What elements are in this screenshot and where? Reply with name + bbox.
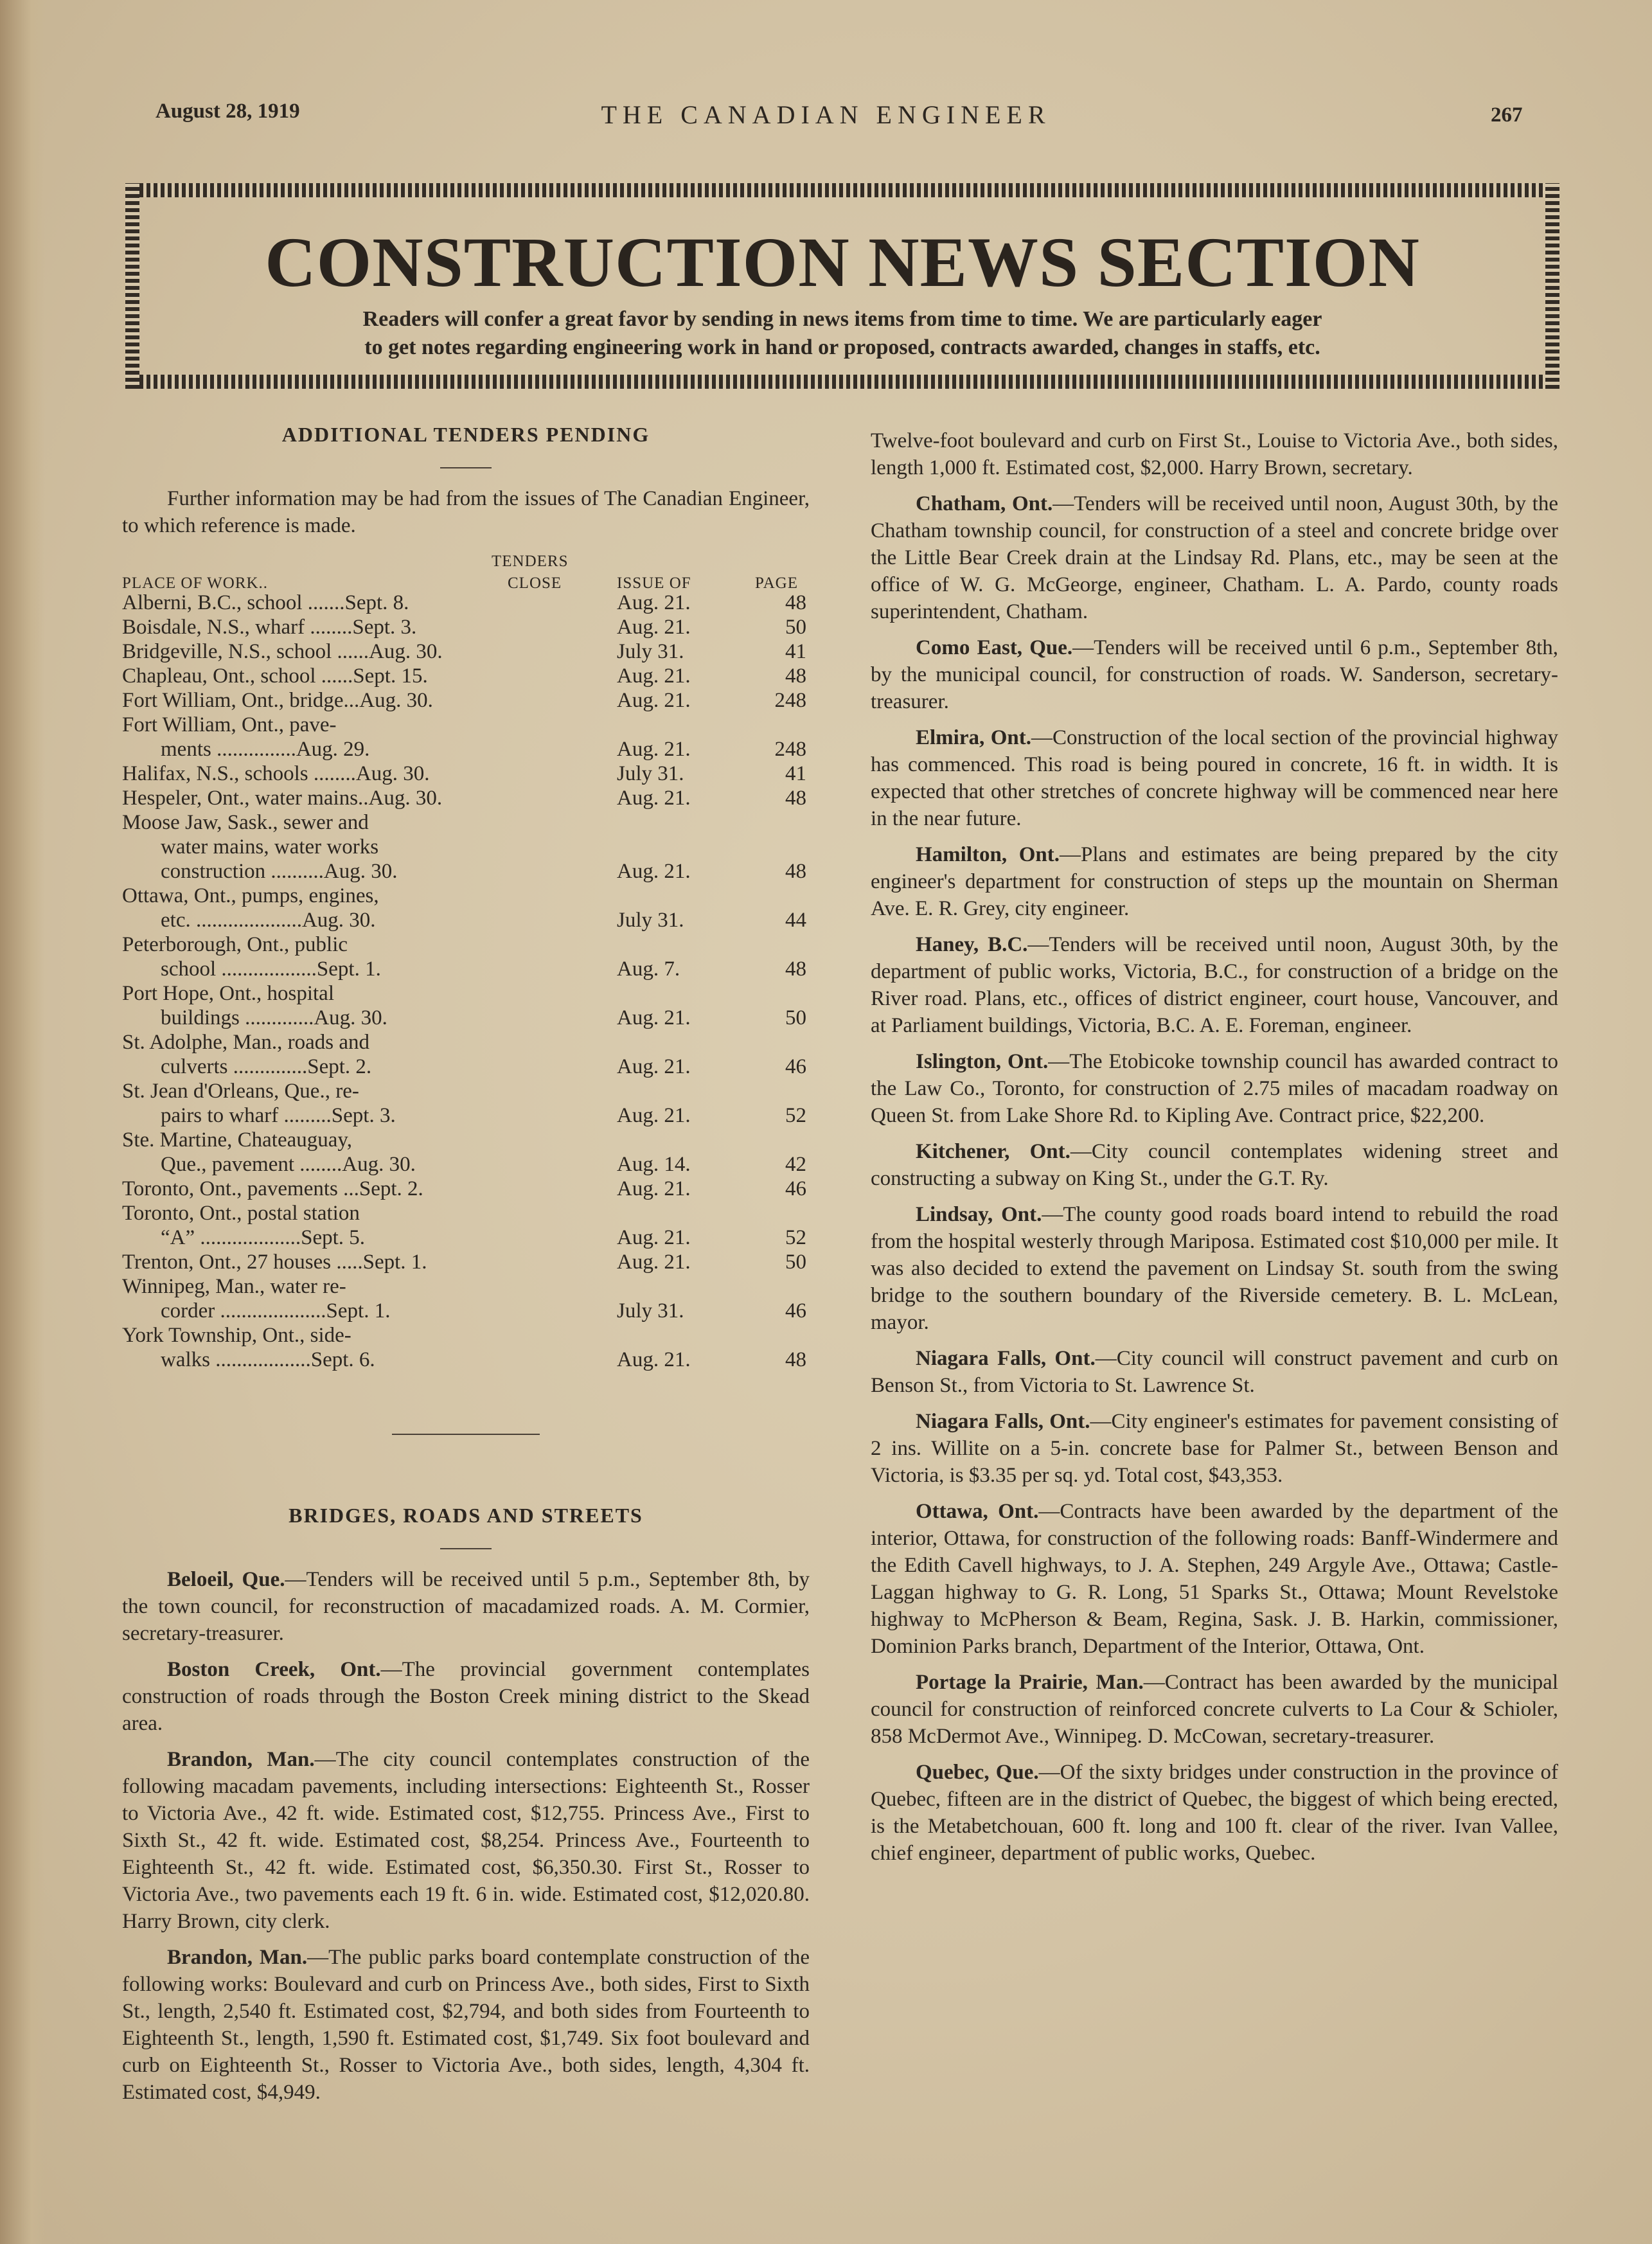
news-item-place: Islington, Ont. [916,1050,1049,1073]
tender-place-line: Que., pavement ........Aug. 30. [161,1153,416,1176]
news-item [122,1566,810,1647]
divider [440,467,492,468]
news-item-text: —Construction of the local section of the provincial highway has commenced. This road is being poured in concrete, 16 ft. in width. It is expected that other stretches of concrete highway will be commenced near here in the near future. [871,726,1558,830]
running-header [0,100,1652,138]
news-item-text: —Tenders will be received until noon, August 30th, by the Chatham township council, for construction of a steel and concrete bridge over the Little Bear Creek drain at the Lindsay Rd. Plans, etc., may be seen at the office of W. G. McGeorge, engineer, Chatham. L. A. Pardo, county roads superintendent, Chatham. [871,492,1558,623]
news-item-text: —Tenders will be received until 6 p.m., September 8th, by the municipal council, for construction of roads. W. Sanderson, secretary-treasurer. [871,636,1558,713]
news-item-place: Brandon, Man. [167,1946,308,1969]
table-row [122,713,810,761]
tender-place [122,615,594,639]
tender-place-line: Fort William, Ont., bridge...Aug. 30. [122,689,433,712]
tender-page: 48 [785,860,806,883]
tender-page: 48 [785,591,806,614]
table-row [122,1079,810,1128]
tender-place [122,591,594,615]
tender-page: 248 [774,689,806,712]
table-row [122,639,810,664]
tender-page: 46 [785,1055,806,1078]
tender-place-line: corder ....................Sept. 1. [161,1299,391,1322]
news-item-text: —Contract has been awarded by the municipal council for construction of reinforced concrete culverts to La Cour & Schioler, 858 McDermot Ave., Winnipeg. D. McCowan, secretary-treasurer. [871,1671,1559,1748]
tender-place-line: York Township, Ont., side- [122,1324,351,1347]
news-item [871,634,1558,715]
news-item-text: —The Etobicoke township council has awarded contract to the Law Co., Toronto, for construction of 2.75 miles of macadam roadway on Queen St. from Lake Shore Rd. to Kipling Ave. Contract price, $22,200. [871,1050,1559,1127]
tenders-table-body [122,591,810,1372]
tender-place [122,1250,594,1274]
banner-subtitle-line: to get notes regarding engineering work in hand or proposed, contracts awarded, changes in staffs, etc. [364,335,1320,359]
tender-issue: July 31. [617,909,684,932]
tender-place-line: water mains, water works [161,835,379,859]
news-item [871,1408,1558,1489]
news-item [871,490,1558,625]
tenders-table [122,553,810,1372]
tender-place-line: ments ...............Aug. 29. [161,738,370,761]
tender-place-line: Toronto, Ont., pavements ...Sept. 2. [122,1177,423,1200]
bridges-heading: BRIDGES, ROADS AND STREETS [289,1504,643,1527]
news-item-place: Haney, B.C. [916,933,1028,956]
tender-place-line: buildings .............Aug. 30. [161,1006,387,1029]
tenders-heading: ADDITIONAL TENDERS PENDING [281,423,650,446]
tender-place [122,884,594,932]
table-row [122,786,810,810]
news-item-place: Lindsay, Ont. [916,1203,1042,1226]
tender-page: 48 [785,1348,806,1371]
banner-title: CONSTRUCTION NEWS SECTION [265,223,1420,301]
table-row [122,1030,810,1079]
tender-place [122,688,594,713]
tender-issue: July 31. [617,1299,684,1322]
tender-page: 48 [785,957,806,981]
news-item [871,931,1558,1039]
tender-place-line: Peterborough, Ont., public [122,933,348,956]
news-item-text: —The county good roads board intend to rebuild the road from the hospital westerly through Mariposa. Estimated cost $10,000 per mile. It was also decided to extend the pavement on Lindsay St. south from the swing bridge to the southern boundary of the Riverside cemetery. B. L. McLean, mayor. [871,1203,1559,1334]
news-item [871,1138,1558,1192]
tender-place-line: Bridgeville, N.S., school ......Aug. 30. [122,640,443,663]
news-item-place: Kitchener, Ont. [916,1140,1070,1163]
tender-place [122,810,594,884]
tender-place-line: “A” ...................Sept. 5. [161,1226,366,1249]
tender-place-line: construction ..........Aug. 30. [161,860,398,883]
divider [440,1548,492,1549]
tender-issue: Aug. 21. [617,860,691,883]
table-row [122,1128,810,1177]
news-item [871,1345,1558,1399]
banner-border-bottom [125,375,1559,389]
tender-page: 52 [785,1226,806,1249]
table-row [122,981,810,1030]
news-item-text: —City council contemplates widening street and constructing a subway on King St., under the G.T. Ry. [871,1140,1558,1190]
tender-place [122,932,594,981]
tender-place [122,1030,594,1079]
tender-place-line: St. Adolphe, Man., roads and [122,1031,369,1054]
tender-page: 46 [785,1177,806,1200]
tender-place-line: Halifax, N.S., schools ........Aug. 30. [122,762,430,785]
col-header-issue: ISSUE OF [617,574,691,592]
tender-place [122,713,594,761]
tender-issue: Aug. 21. [617,1177,691,1200]
news-item [122,1656,810,1737]
news-item [871,1048,1558,1129]
tender-place [122,1323,594,1372]
table-row [122,664,810,688]
news-item [871,841,1558,922]
news-item-place: Chatham, Ont. [916,492,1053,515]
tender-place-line: Ste. Martine, Chateauguay, [122,1128,353,1152]
col-header-page: PAGE [755,574,798,592]
table-row [122,1250,810,1274]
tender-place-line: walks ..................Sept. 6. [161,1348,375,1371]
news-item [122,1944,810,2106]
news-item [871,1669,1558,1750]
tender-page: 41 [785,762,806,785]
tender-place-line: Winnipeg, Man., water re- [122,1275,346,1298]
news-item-text: —Plans and estimates are being prepared by the city engineer's department for construction of steps up the mountain on Sherman Ave. E. R. Grey, city engineer. [871,843,1558,920]
news-item [871,724,1558,832]
col-header-place: PLACE OF WORK.. [122,574,269,592]
news-item [871,1498,1558,1660]
tender-place [122,664,594,688]
news-item-place: Quebec, Que. [916,1761,1039,1784]
news-item [871,1201,1558,1336]
tender-page: 42 [785,1153,806,1176]
tender-page: 50 [785,616,806,639]
tender-place [122,1177,594,1201]
tender-place [122,786,594,810]
tender-place [122,639,594,664]
table-row [122,688,810,713]
banner-subtitle-line: Readers will confer a great favor by sending in news items from time to time. We are particularly eager [362,307,1322,331]
news-item-text: —Tenders will be received until noon, August 30th, by the department of public works, Victoria, B.C., for construction of a bridge on the River road. Plans, etc., offices of district engineer, court house, Vancouver, and at Parliament buildings, Victoria, B.C. A. E. Foreman, engineer. [871,933,1558,1037]
tender-issue: Aug. 21. [617,1104,691,1127]
table-row [122,1201,810,1250]
tender-place-line: Toronto, Ont., postal station [122,1202,360,1225]
tender-issue: Aug. 21. [617,1055,691,1078]
news-item-place: Elmira, Ont. [916,726,1031,749]
col-header-close: CLOSE [508,574,562,592]
tender-page: 52 [785,1104,806,1127]
news-item-place: Brandon, Man. [167,1748,315,1771]
tender-issue: Aug. 21. [617,689,691,712]
news-item-text: —The provincial government contemplates construction of roads through the Boston Creek mining district to the Skead area. [122,1658,810,1735]
tender-place [122,1079,594,1128]
news-item-place: Como East, Que. [916,636,1073,659]
banner-border-top [125,183,1559,197]
tender-place-line: Port Hope, Ont., hospital [122,982,334,1005]
tender-place-line: culverts ..............Sept. 2. [161,1055,372,1078]
tender-place-line: Ottawa, Ont., pumps, engines, [122,884,379,907]
tender-issue: Aug. 21. [617,1006,691,1029]
tender-place-line: St. Jean d'Orleans, Que., re- [122,1080,359,1103]
tender-place [122,1274,594,1323]
tender-page: 46 [785,1299,806,1322]
tender-issue: Aug. 21. [617,616,691,639]
tender-issue: Aug. 14. [617,1153,691,1176]
news-item-place: Beloeil, Que. [167,1568,285,1591]
tenders-table-header [122,553,810,592]
tender-place [122,1201,594,1250]
table-row [122,761,810,786]
news-item-place: Ottawa, Ont. [916,1500,1039,1523]
tender-page: 48 [785,664,806,688]
tender-issue: Aug. 21. [617,1251,691,1274]
news-item-text: —Contracts have been awarded by the department of the interior, Ottawa, for construction of the following roads: Banff-Windermere and the Edith Cavell highways, to J. A. Stephen, 249 Argyle Ave., Ottawa; Castle-Laggan highway to G. R. Long, 51 Sparks St., Ottawa; Mount Revelstoke highway to McPherson & Beam, Regina, Sask. J. B. Harkin, commissioner, Dominion Parks branch, Department of the Interior, Ottawa, Ont. [871,1500,1558,1658]
tender-issue: Aug. 21. [617,1226,691,1249]
news-item-place: Niagara Falls, Ont. [916,1347,1096,1370]
table-row [122,932,810,981]
tender-page: 41 [785,640,806,663]
tender-place-line: Fort William, Ont., pave- [122,713,337,736]
journal-title: THE CANADIAN ENGINEER [601,100,1051,129]
tender-issue: Aug. 7. [617,957,680,981]
tender-page: 48 [785,787,806,810]
table-row [122,615,810,639]
news-item-text: —City engineer's estimates for pavement consisting of 2 ins. Willite on a 5-in. concrete base for Palmer St., between Benson and Victoria, is $3.35 per sq. yd. Total cost, $43,353. [871,1410,1558,1487]
tender-issue: July 31. [617,640,684,663]
news-item [871,1759,1558,1867]
tender-place [122,981,594,1030]
continued-paragraph: Twelve-foot boulevard and curb on First St., Louise to Victoria Ave., both sides, length 1,000 ft. Estimated cost, $2,000. Harry Brown, secretary. [871,429,1558,479]
news-item-text: —The city council contemplates construction of the following macadam pavements, including intersections: Eighteenth St., Rosser to Victoria Ave., 42 ft. wide. Estimated cost, $12,755. Princess Ave., First to Sixth St., 42 ft. wide. Estimated cost, $8,254. Princess Ave., Fourteenth to Eighteenth St., 42 ft. wide. Estimated cost, $6,350.30. First St., Rosser to Victoria Ave., two pavements each 19 ft. 6 in. wide. Estimated cost, $12,020.80. Harry Brown, city clerk. [122,1748,810,1933]
tender-issue: Aug. 21. [617,1348,691,1371]
table-row [122,1177,810,1201]
bridges-items-left [122,1566,810,2106]
news-item-place: Boston Creek, Ont. [167,1658,381,1681]
news-item [122,1746,810,1935]
tender-page: 248 [774,738,806,761]
news-item-place: Niagara Falls, Ont. [916,1410,1090,1433]
binding-shadow [0,0,45,2244]
table-row [122,1323,810,1372]
tender-page: 44 [785,909,806,932]
table-row [122,884,810,932]
tender-place-line: Chapleau, Ont., school ......Sept. 15. [122,664,428,688]
tender-place-line: Alberni, B.C., school .......Sept. 8. [122,591,409,614]
tender-place-line: school ..................Sept. 1. [161,957,381,981]
tender-place-line: Hespeler, Ont., water mains..Aug. 30. [122,787,443,810]
tenders-intro: Further information may be had from the issues of The Canadian Engineer, to which reference is made. [122,487,810,537]
news-item-text: —The public parks board contemplate construction of the following works: Boulevard and curb on Princess Ave., both sides, First to Sixth St., length, 2,540 ft. Estimated cost, $2,794, and both sides from Fourteenth to Eighteenth St., length, 1,590 ft. Estimated cost, $1,749. Six foot boulevard and curb on Eighteenth St., Rosser to Victoria Ave., both sides, length, 4,304 ft. Estimated cost, $4,949. [122,1946,810,2104]
divider [392,1434,540,1435]
tender-issue: Aug. 21. [617,787,691,810]
news-item-place: Portage la Prairie, Man. [916,1671,1144,1694]
tender-place-line: etc. ....................Aug. 30. [161,909,376,932]
tender-issue: July 31. [617,762,684,785]
bridges-items-right [871,490,1558,1867]
tender-place-line: Trenton, Ont., 27 houses .....Sept. 1. [122,1251,427,1274]
tender-place-line: pairs to wharf .........Sept. 3. [161,1104,396,1127]
left-column [122,421,810,2115]
news-item-text: —City council will construct pavement and curb on Benson St., from Victoria to St. Lawrence St. [871,1347,1558,1397]
page-number: 267 [1491,103,1523,127]
tender-place [122,761,594,786]
tender-issue: Aug. 21. [617,738,691,761]
col-header-tenders: TENDERS [492,553,569,570]
banner-subtitle [183,305,1502,362]
tender-page: 50 [785,1251,806,1274]
tender-issue: Aug. 21. [617,591,691,614]
table-row [122,1274,810,1323]
news-item-text: —Tenders will be received until 5 p.m., September 8th, by the town council, for reconstruction of macadamized roads. A. M. Cormier, secretary-treasurer. [122,1568,810,1645]
table-row [122,591,810,615]
tender-place-line: Boisdale, N.S., wharf ........Sept. 3. [122,616,417,639]
table-row [122,810,810,884]
tender-issue: Aug. 21. [617,664,691,688]
tender-place-line: Moose Jaw, Sask., sewer and [122,811,369,834]
tender-place [122,1128,594,1177]
news-item-place: Hamilton, Ont. [916,843,1060,866]
right-column [871,427,1558,1876]
news-item-text: —Of the sixty bridges under construction in the province of Quebec, fifteen are in the district of Quebec, the biggest of which being erected, is the Metabetchouan, 600 ft. long and 100 ft. clear of the river. Ivan Vallee, chief engineer, department of public works, Quebec. [871,1761,1558,1865]
issue-date: August 28, 1919 [155,100,300,123]
section-banner [125,183,1559,389]
tender-page: 50 [785,1006,806,1029]
